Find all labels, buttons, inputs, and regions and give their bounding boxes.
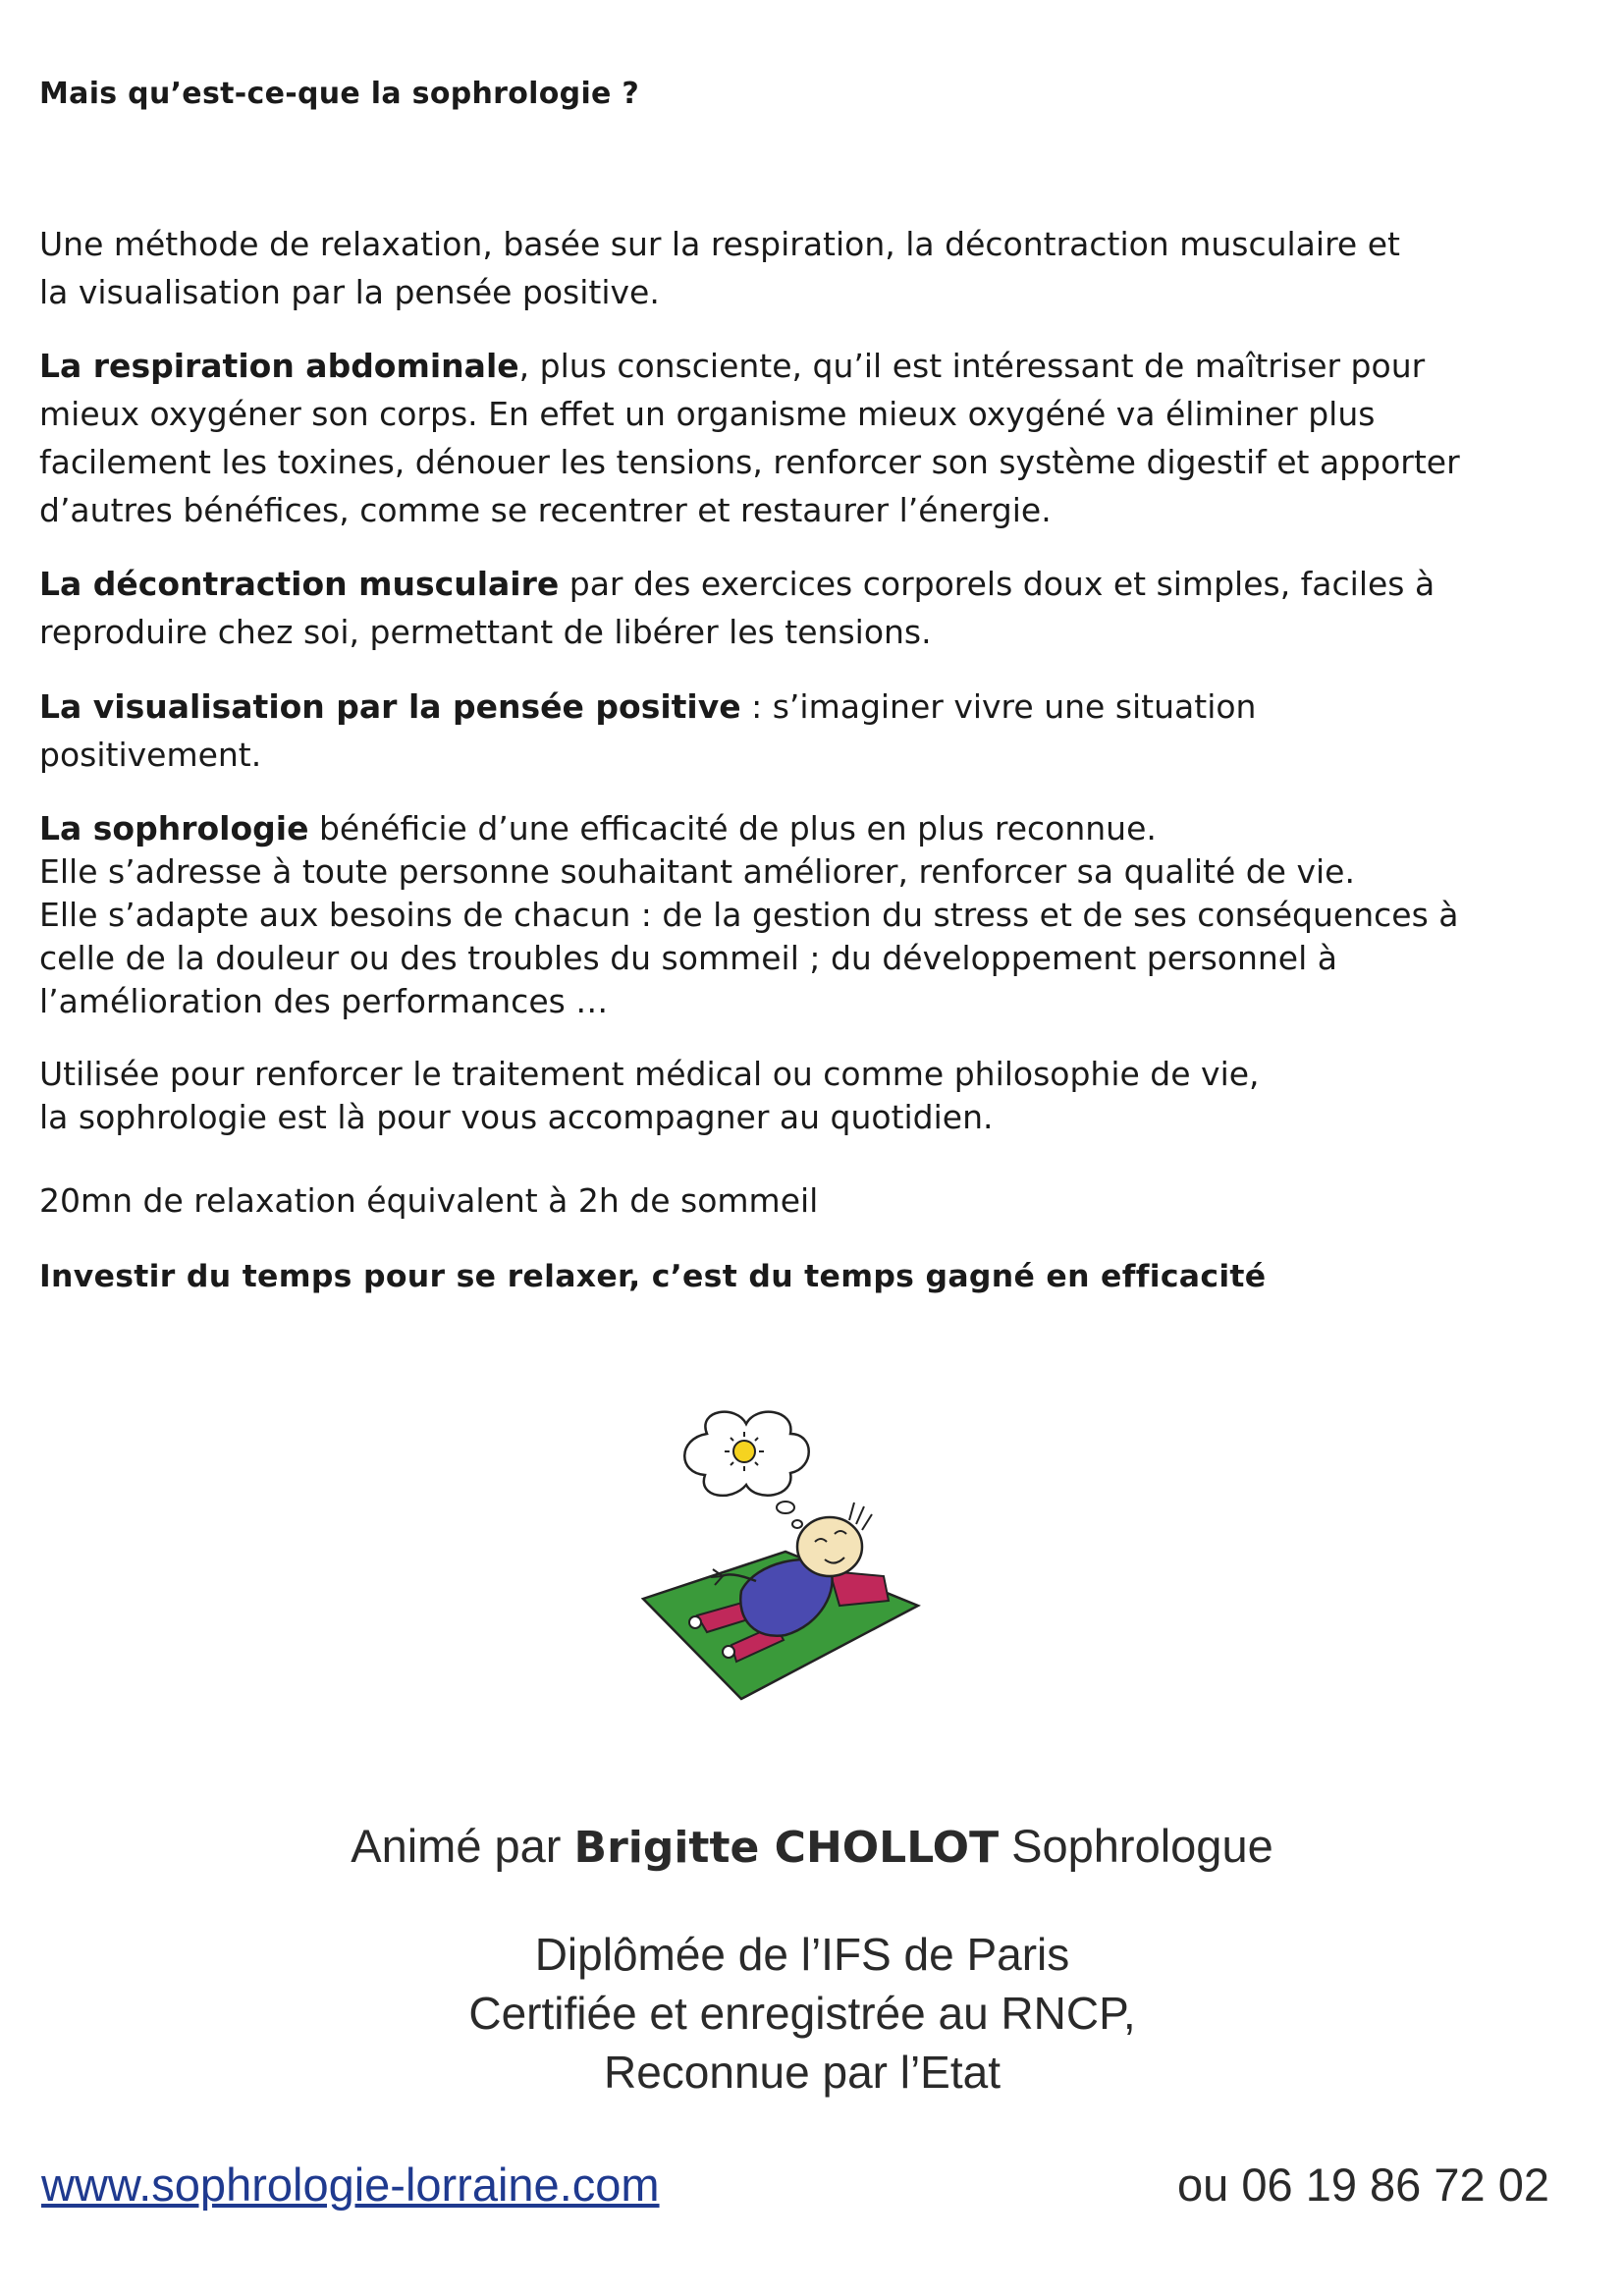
respiration-line-4: d’autres bénéfices, comme se recentrer et restaurer l’énergie. (39, 491, 1052, 529)
diploma-line-2: Certifiée et enregistrée au RNCP, (468, 1988, 1136, 2039)
diploma-line-1: Diplômée de l’IFS de Paris (534, 1929, 1070, 1980)
sun-icon (733, 1441, 755, 1462)
thought-bubble-small (777, 1502, 794, 1513)
utilisee-paragraph (39, 1053, 1542, 1139)
phone-number: ou 06 19 86 72 02 (1177, 2159, 1549, 2211)
sophrologie-paragraph (39, 807, 1542, 1023)
animator-title: Sophrologue (999, 1820, 1273, 1872)
sophrologie-line-5: l’amélioration des performances … (39, 982, 609, 1020)
diploma-line-3: Reconnue par l’Etat (603, 2047, 1001, 2098)
page-title: Mais qu’est-ce-que la sophrologie ? (39, 77, 640, 111)
thought-bubble-tiny (792, 1520, 802, 1528)
sophrologie-line-2: Elle s’adresse à toute personne souhaitant améliorer, renforcer sa qualité de vie. (39, 852, 1355, 891)
respiration-line-3: facilement les toxines, dénouer les tensions, renforcer son système digestif et apporter (39, 443, 1460, 481)
respiration-line-2: mieux oxygéner son corps. En effet un organisme mieux oxygéné va éliminer plus (39, 395, 1376, 433)
visualisation-line-1 (39, 683, 1542, 731)
visualisation-heading: La visualisation par la pensée positive (39, 687, 741, 726)
relaxing-person-illustration (638, 1404, 933, 1728)
utilisee-line-1: Utilisée pour renforcer le traitement médical ou comme philosophie de vie, (39, 1055, 1260, 1093)
website-link[interactable]: www.sophrologie-lorraine.com (41, 2159, 660, 2211)
intro-line-1: Une méthode de relaxation, basée sur la respiration, la décontraction musculaire et (39, 225, 1400, 263)
relax-fact: 20mn de relaxation équivalent à 2h de sommeil (39, 1181, 819, 1220)
respiration-line-1-text: , plus consciente, qu’il est intéressant de maîtriser pour (518, 347, 1426, 385)
decontraction-line-1 (39, 560, 1542, 608)
intro-paragraph (39, 220, 1542, 316)
head (797, 1517, 862, 1576)
sophrologie-line-1 (39, 807, 1542, 850)
sophrologie-line-4: celle de la douleur ou des troubles du sommeil ; du développement personnel à (39, 939, 1337, 977)
decontraction-heading: La décontraction musculaire (39, 565, 560, 603)
decontraction-line-2: reproduire chez soi, permettant de libérer les tensions. (39, 613, 932, 651)
sophrologie-heading: La sophrologie (39, 809, 309, 847)
pillow (830, 1571, 889, 1606)
sophrologie-line-3: Elle s’adapte aux besoins de chacun : de la gestion du stress et de ses conséquences à (39, 896, 1459, 934)
decontraction-paragraph (39, 560, 1542, 656)
visualisation-paragraph (39, 683, 1542, 779)
sophrologie-line-1-text: bénéficie d’une efficacité de plus en plus reconnue. (308, 809, 1157, 847)
decontraction-line-1-text: par des exercices corporels doux et simples, faciles à (559, 565, 1435, 603)
slogan: Investir du temps pour se relaxer, c’est du temps gagné en efficacité (39, 1259, 1267, 1294)
intro-line-2: la visualisation par la pensée positive. (39, 273, 660, 311)
respiration-line-1 (39, 342, 1542, 390)
visualisation-line-1-text: : s’imaginer vivre une situation (740, 687, 1257, 726)
animator-prefix: Animé par (351, 1820, 574, 1872)
respiration-paragraph (39, 342, 1542, 534)
qualifications (0, 1925, 1614, 2102)
respiration-heading: La respiration abdominale (39, 347, 519, 385)
animator-name: Brigitte CHOLLOT (573, 1823, 1000, 1873)
visualisation-line-2: positivement. (39, 736, 262, 774)
animator-line (0, 1819, 1624, 1873)
utilisee-line-2: la sophrologie est là pour vous accompagner au quotidien. (39, 1098, 994, 1136)
